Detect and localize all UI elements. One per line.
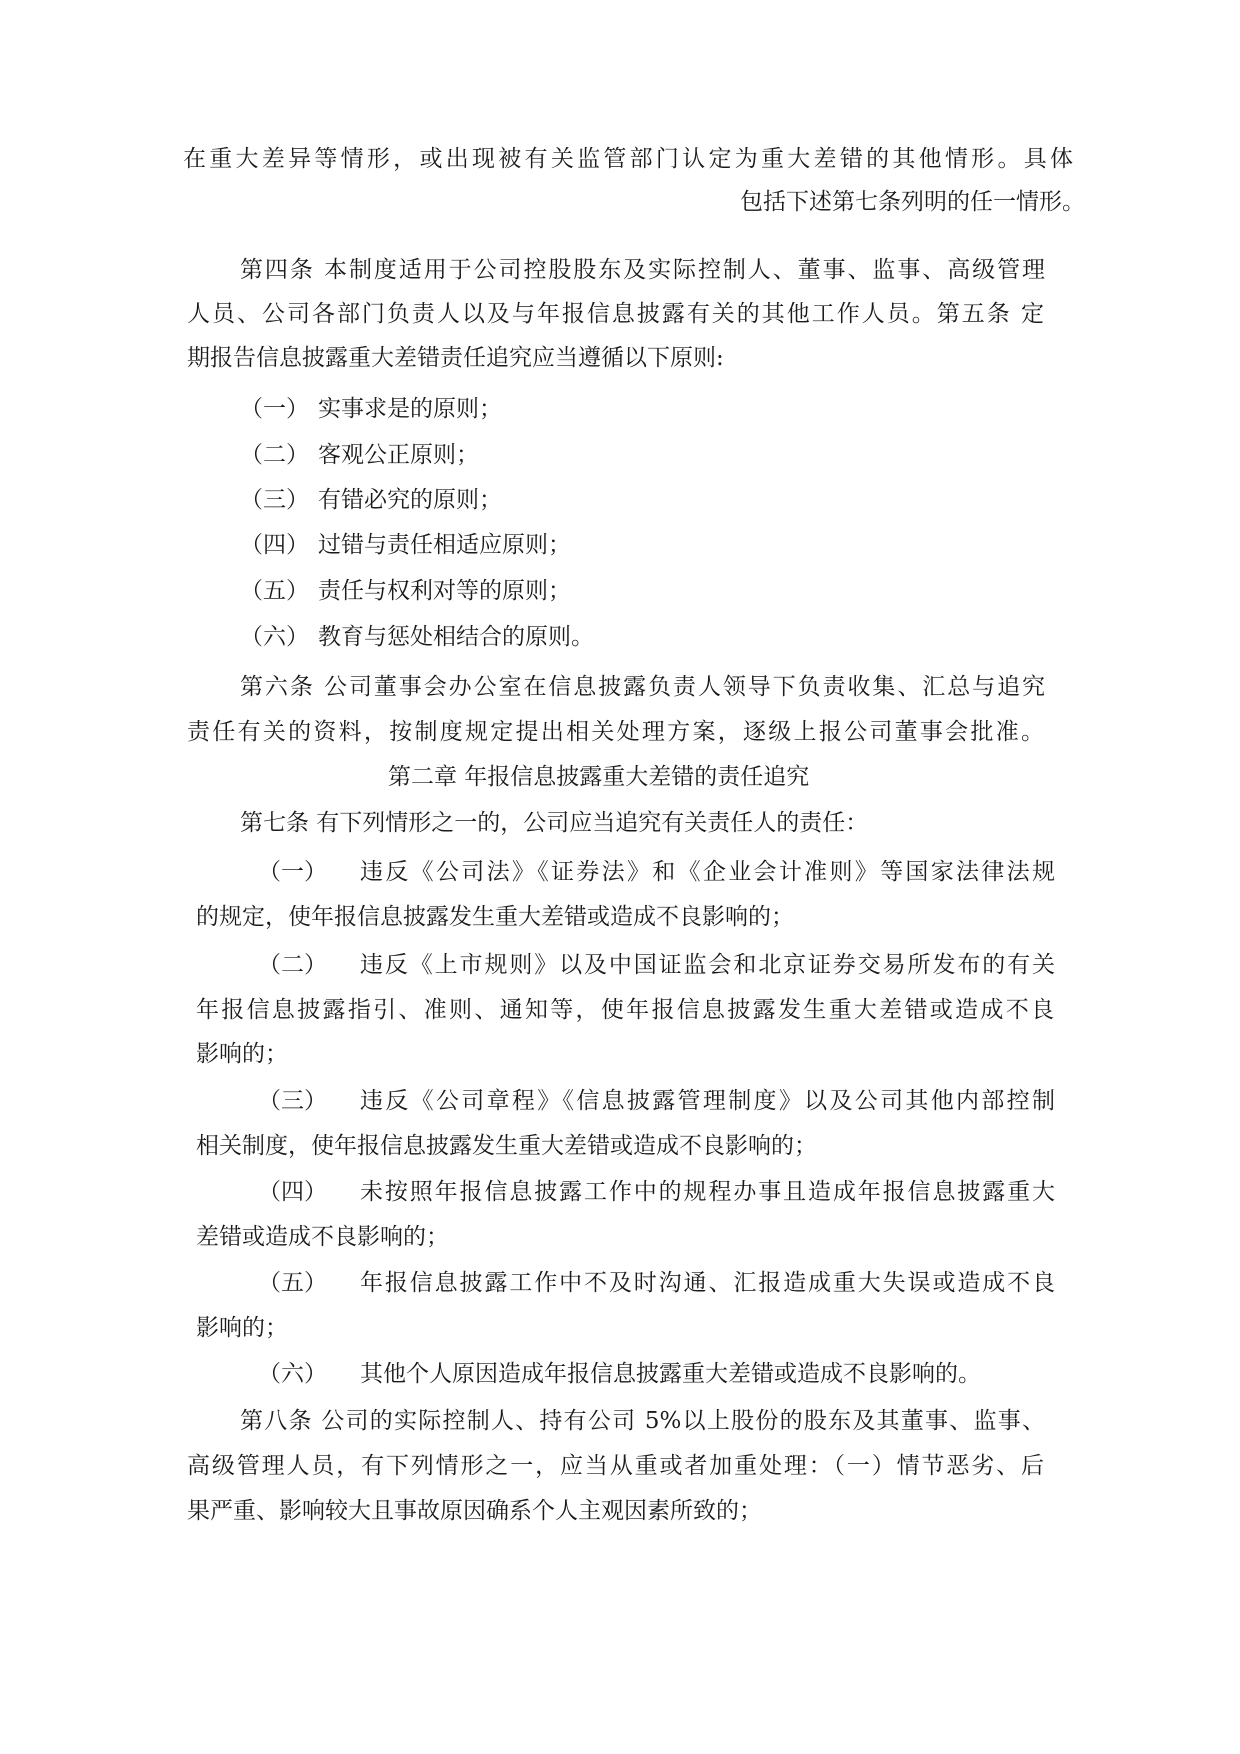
article-7-item-label: （五） — [258, 1270, 327, 1296]
article-7-item-label: （六） — [258, 1361, 327, 1387]
principle-text: 过错与责任相适应原则； — [318, 532, 571, 558]
article-6-line: 第六条 公司董事会办公室在信息披露负责人领导下负责收集、汇总与追究 — [240, 674, 1045, 700]
article-8-line: 第八条 公司的实际控制人、持有公司 5%以上股份的股东及其董事、监事、 — [240, 1408, 1045, 1434]
article-7-item-text: 其他个人原因造成年报信息披露重大差错或造成不良影响的。 — [360, 1361, 981, 1387]
article-7-item-text: 未按照年报信息披露工作中的规程办事且造成年报信息披露重大 — [360, 1179, 1055, 1205]
article-8-line: 果严重、影响较大且事故原因确系个人主观因素所致的； — [187, 1498, 762, 1524]
principle-label: （六） — [240, 624, 309, 650]
article-7-item-line: 差错或造成不良影响的； — [196, 1224, 449, 1250]
principle-label: （二） — [240, 442, 309, 468]
article-7-item-text: 违反《公司法》《证券法》和《企业会计准则》等国家法律法规 — [360, 859, 1055, 885]
article-4-line: 人员、公司各部门负责人以及与年报信息披露有关的其他工作人员。第五条 定 — [187, 301, 1044, 327]
article-7-item-label: （四） — [258, 1179, 327, 1205]
article-5-line: 期报告信息披露重大差错责任追究应当遵循以下原则: — [187, 345, 724, 371]
article-8-line: 高级管理人员，有下列情形之一，应当从重或者加重处理：（一）情节恶劣、后 — [187, 1453, 1044, 1479]
article-7-line: 第七条 有下列情形之一的，公司应当追究有关责任人的责任： — [240, 810, 869, 836]
article-7-item-line: 相关制度，使年报信息披露发生重大差错或造成不良影响的； — [196, 1133, 817, 1159]
article-4-line: 第四条 本制度适用于公司控股股东及实际控制人、董事、监事、高级管理 — [240, 257, 1045, 283]
article-7-item-line: 的规定，使年报信息披露发生重大差错或造成不良影响的； — [196, 904, 794, 930]
principle-text: 有错必究的原则； — [318, 487, 502, 513]
principle-text: 客观公正原则； — [318, 442, 479, 468]
article-7-item-text: 年报信息披露工作中不及时沟通、汇报造成重大失误或造成不良 — [360, 1270, 1055, 1296]
article-7-item-label: （三） — [258, 1088, 327, 1114]
article-7-item-line: 影响的； — [196, 1315, 288, 1341]
paragraph-line: 在重大差异等情形，或出现被有关监管部门认定为重大差错的其他情形。具体 — [183, 146, 1073, 172]
principle-label: （五） — [240, 578, 309, 604]
principle-text: 责任与权利对等的原则； — [318, 578, 571, 604]
article-7-item-text: 违反《上市规则》以及中国证监会和北京证券交易所发布的有关 — [360, 952, 1055, 978]
paragraph-line: 包括下述第七条列明的任一情形。 — [740, 189, 1085, 215]
article-7-item-line: 年报信息披露指引、准则、通知等，使年报信息披露发生重大差错或造成不良 — [196, 997, 1054, 1023]
article-7-item-label: （一） — [258, 859, 327, 885]
article-7-item-label: （二） — [258, 952, 327, 978]
article-7-item-text: 违反《公司章程》《信息披露管理制度》以及公司其他内部控制 — [360, 1088, 1055, 1114]
article-7-item-line: 影响的； — [196, 1041, 288, 1067]
principle-label: （四） — [240, 532, 309, 558]
chapter-heading: 第二章 年报信息披露重大差错的责任追究 — [388, 764, 810, 790]
principle-text: 教育与惩处相结合的原则。 — [318, 624, 594, 650]
principle-label: （三） — [240, 487, 309, 513]
principle-text: 实事求是的原则； — [318, 396, 502, 422]
principle-label: （一） — [240, 396, 309, 422]
article-6-line: 责任有关的资料，按制度规定提出相关处理方案，逐级上报公司董事会批准。 — [187, 719, 1044, 745]
